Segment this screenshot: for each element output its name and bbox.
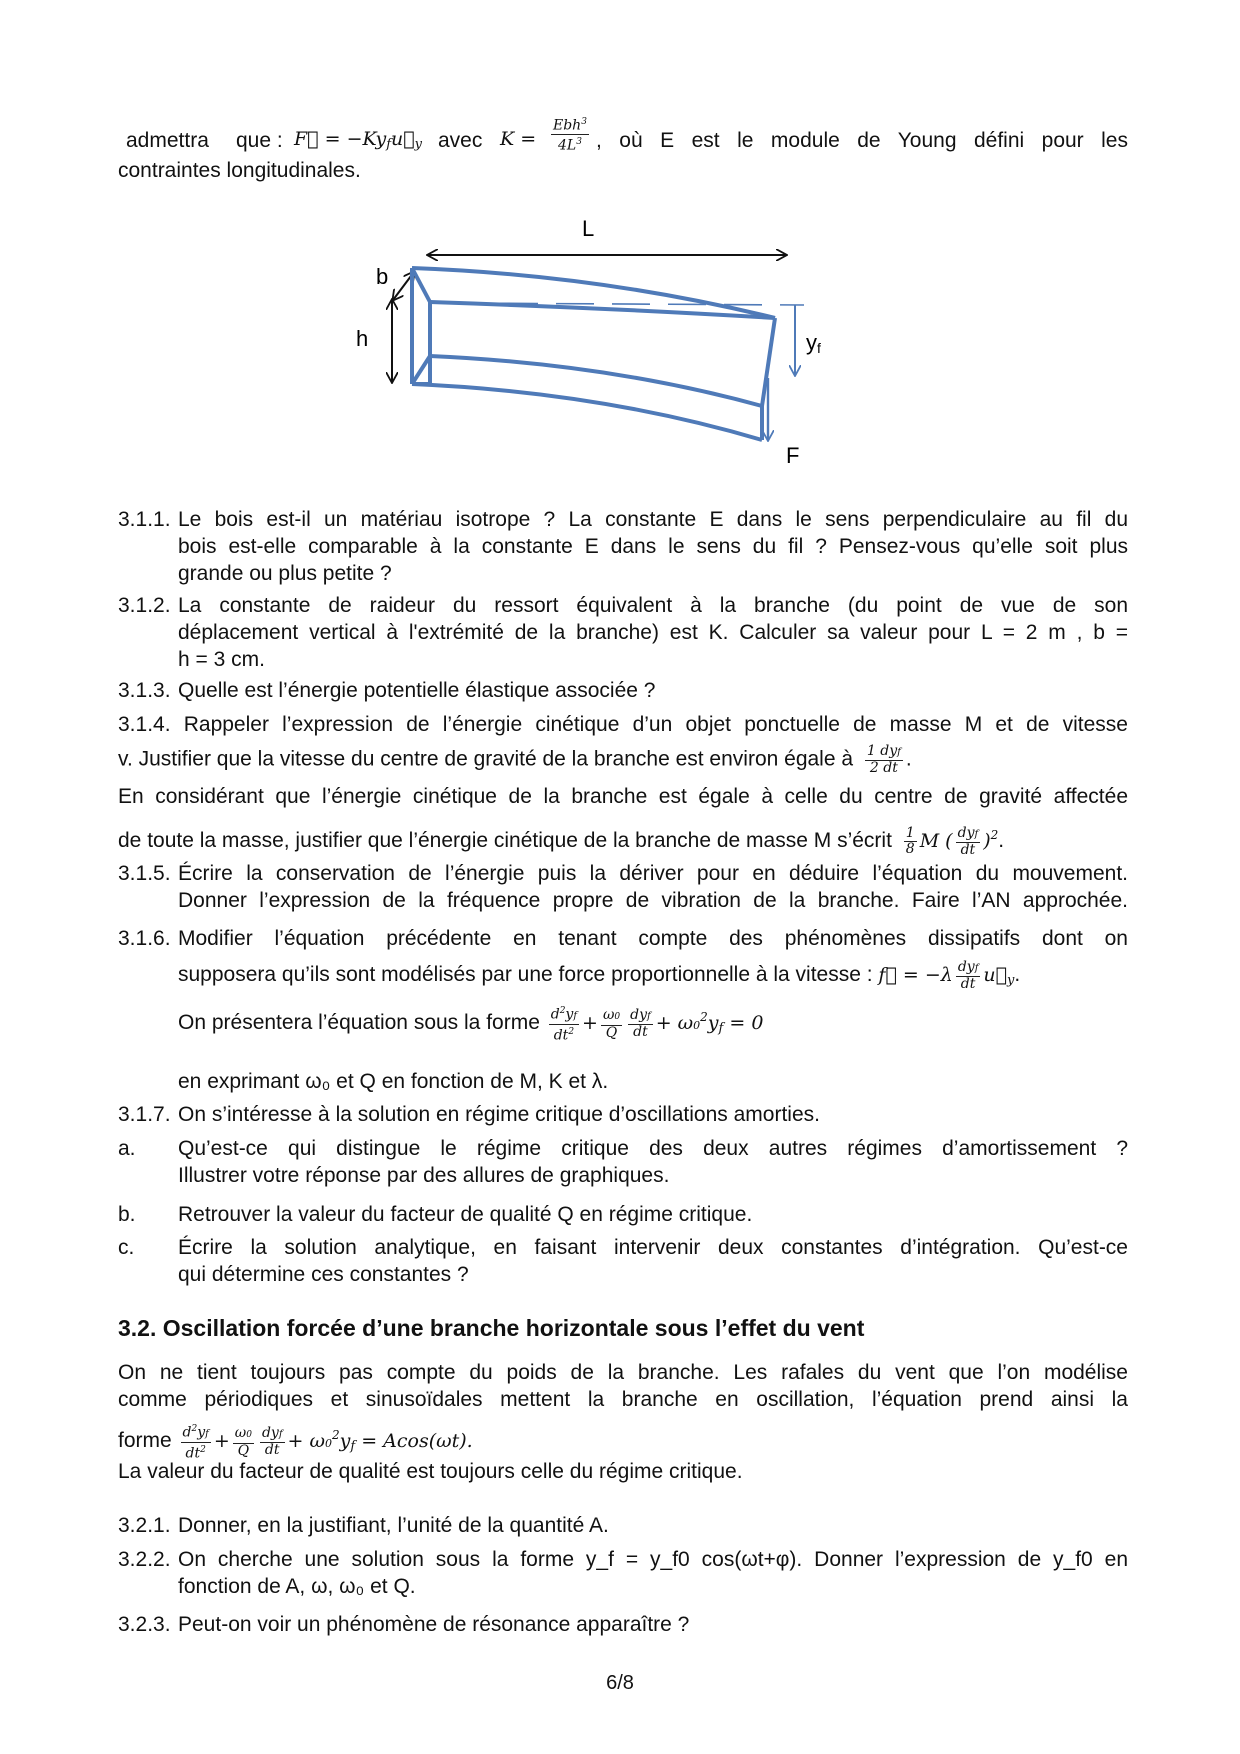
question-number: 3.2.1. — [118, 1514, 171, 1537]
question-text: de toute la masse, justifier que l’énergie cinétique de la branche de masse M s’écrit — [118, 829, 892, 852]
list-item-c — [118, 1234, 1128, 1288]
label-F: F — [786, 443, 800, 468]
intro-rest: , où E est le module de Young défini pour les — [596, 129, 1128, 152]
question-number: 3.1.3. — [118, 679, 171, 702]
question-text: fonction de A, ω, ω₀ et Q. — [178, 1575, 416, 1598]
stiffness-fraction: Ebh$^3$ $4L^3$ — [553, 117, 587, 154]
section-paragraph-line-2: comme périodiques et sinusoïdales mettent la branche en oscillation, l’équation prend ainsi la — [118, 1388, 1128, 1411]
intro-word: que : — [236, 129, 283, 152]
intro-line-2: contraintes longitudinales. — [118, 159, 361, 182]
question-number: 3.2.3. — [118, 1613, 171, 1636]
label-yf: yf — [806, 330, 821, 356]
question-text: Donner l’expression de la fréquence propre de vibration de la branche. Faire l’AN approchée. — [178, 889, 1128, 912]
question-text: déplacement vertical à l'extrémité de la branche) est K. Calculer sa valeur pour L = 2 m , b = — [178, 621, 1128, 644]
question-text: Peut-on voir un phénomène de résonance apparaître ? — [178, 1613, 690, 1636]
question-text: Écrire la conservation de l’énergie puis la dériver pour en déduire l’équation du mouvement. — [178, 862, 1128, 885]
question-text: supposera qu’ils sont modélisés par une force proportionnelle à la vitesse : — [178, 963, 873, 986]
question-number: 3.1.1. — [118, 508, 171, 531]
question-3-1-1 — [118, 506, 1128, 587]
question-3-1-6-line-4: en exprimant ω₀ et Q en fonction de M, K et λ. — [178, 1070, 609, 1093]
beam-figure — [0, 0, 1240, 480]
question-text: La constante de raideur du ressort équivalent à la branche (du point de vue de son — [178, 594, 1128, 617]
question-text: bois est-elle comparable à la constante E dans le sens du fil ? Pensez-vous qu’elle soit plus — [178, 535, 1128, 558]
section-paragraph-line-1: On ne tient toujours pas compte du poids de la branche. Les rafales du vent que l’on modélise — [118, 1361, 1128, 1384]
question-3-1-5 — [118, 860, 1128, 914]
force-formula: F⃗ = $-Ky_fu⃗_y$ — [294, 128, 423, 152]
question-number: 3.1.5. — [118, 862, 171, 885]
stiffness-formula: K = — [500, 128, 537, 150]
question-number: 3.1.2. — [118, 594, 171, 617]
question-text: Donner, en la justifiant, l’unité de la quantité A. — [178, 1514, 609, 1537]
kinetic-energy-fraction: $\frac{1}{8}$ — [905, 824, 915, 857]
list-text: Illustrer votre réponse par des allures de graphiques. — [178, 1164, 670, 1187]
question-3-1-4-line-3: En considérant que l’énergie cinétique de la branche est égale à celle du centre de gravité affectée — [118, 785, 1128, 808]
question-text: v. Justifier que la vitesse du centre de gravité de la branche est environ égale à — [118, 747, 854, 771]
question-text: Le bois est-il un matériau isotrope ? La constante E dans le sens perpendiculaire au fil du — [178, 508, 1128, 531]
list-label: b. — [118, 1203, 136, 1226]
question-text: grande ou plus petite ? — [178, 562, 392, 585]
list-text: Écrire la solution analytique, en faisant intervenir deux constantes d’intégration. Qu’est-ce — [178, 1236, 1128, 1259]
page-number: 6/8 — [606, 1672, 634, 1694]
section-paragraph-line-4: La valeur du facteur de qualité est toujours celle du régime critique. — [118, 1460, 743, 1483]
question-3-1-4-line-1: 3.1.4. Rappeler l’expression de l’énergie cinétique d’un objet ponctuelle de masse M et de vitesse — [118, 713, 1128, 736]
velocity-fraction: $\frac{\text{1 dyf}}{2 dt}$ — [866, 743, 901, 776]
list-label: a. — [118, 1137, 136, 1160]
forced-equation: $\frac{d^2yf}{dt^2}$ + $\frac{\omega 0}{Q}$ $\frac{\text{dyf}}{dt}$ + $\omega 0^2y_f = Acos(\omega t)$. — [182, 1424, 473, 1462]
damped-equation: $\frac{d^2yf}{dt^2}$ + $\frac{\omega 0}{Q}$ $\frac{\text{dyf}}{dt}$ + $\omega 0^2y_f = 0$ — [550, 1006, 764, 1044]
question-3-1-4-line-2: v. Justifier que la vitesse du centre de gravité de la branche est environ égale à $\frac{\text{1 dyf}}{2 dt}$ . — [118, 743, 912, 776]
question-3-2-2 — [118, 1546, 1128, 1600]
question-number: 3.1.6. — [118, 927, 171, 950]
label-L: L — [582, 216, 595, 241]
intro-word: avec — [438, 129, 483, 152]
question-text: Modifier l’équation précédente en tenant compte des phénomènes dissipatifs dont on — [178, 927, 1128, 950]
question-text: On s’intéresse à la solution en régime critique d’oscillations amorties. — [178, 1103, 820, 1126]
section-heading: 3.2. Oscillation forcée d’une branche horizontale sous l’effet du vent — [118, 1315, 865, 1341]
list-text: qui détermine ces constantes ? — [178, 1263, 469, 1286]
question-number: 3.1.7. — [118, 1103, 171, 1126]
list-item-a — [118, 1135, 1128, 1189]
intro-word: admettra — [126, 129, 209, 152]
question-3-1-4-line-4: de toute la masse, justifier que l’énergie cinétique de la branche de masse M s’écrit $\frac{1}{8}$ M ( $\frac{\text{dyf}}{dt}$ )$^2$. — [118, 824, 1005, 858]
label-b: b — [376, 264, 389, 289]
question-3-1-2 — [118, 592, 1128, 673]
question-text: Quelle est l’énergie potentielle élastique associée ? — [178, 679, 656, 702]
beam-shape — [412, 268, 775, 440]
list-text: Retrouver la valeur du facteur de qualité Q en régime critique. — [178, 1203, 753, 1226]
question-text: On cherche une solution sous la forme y_f = y_f0 cos(ωt+φ). Donner l’expression de y_f0 en — [178, 1548, 1128, 1571]
question-text: On présentera l’équation sous la forme — [178, 1011, 540, 1034]
question-3-1-6-line-3 — [178, 1004, 1128, 1044]
list-label: c. — [118, 1236, 135, 1259]
question-number: 3.2.2. — [118, 1548, 171, 1571]
kinetic-energy-formula: M ( $\frac{\text{dyf}}{dt}$ )$^2$ — [919, 825, 999, 858]
label-h: h — [356, 326, 369, 351]
friction-formula: f⃗ = −λ $\frac{\text{dyf}}{dt}$ $u⃗_y$ — [878, 959, 1015, 992]
list-text: Qu’est-ce qui distingue le régime critique des deux autres régimes d’amortissement ? — [178, 1137, 1128, 1160]
section-paragraph-line-3 — [118, 1422, 1128, 1462]
question-text: h = 3 cm. — [178, 648, 265, 671]
section-text: forme — [118, 1429, 172, 1452]
question-3-1-6-line-2: supposera qu’ils sont modélisés par une force proportionnelle à la vitesse : f⃗ = −λ $\frac{\text{dyf}}{dt}$ $u⃗_y$. — [178, 959, 1021, 992]
